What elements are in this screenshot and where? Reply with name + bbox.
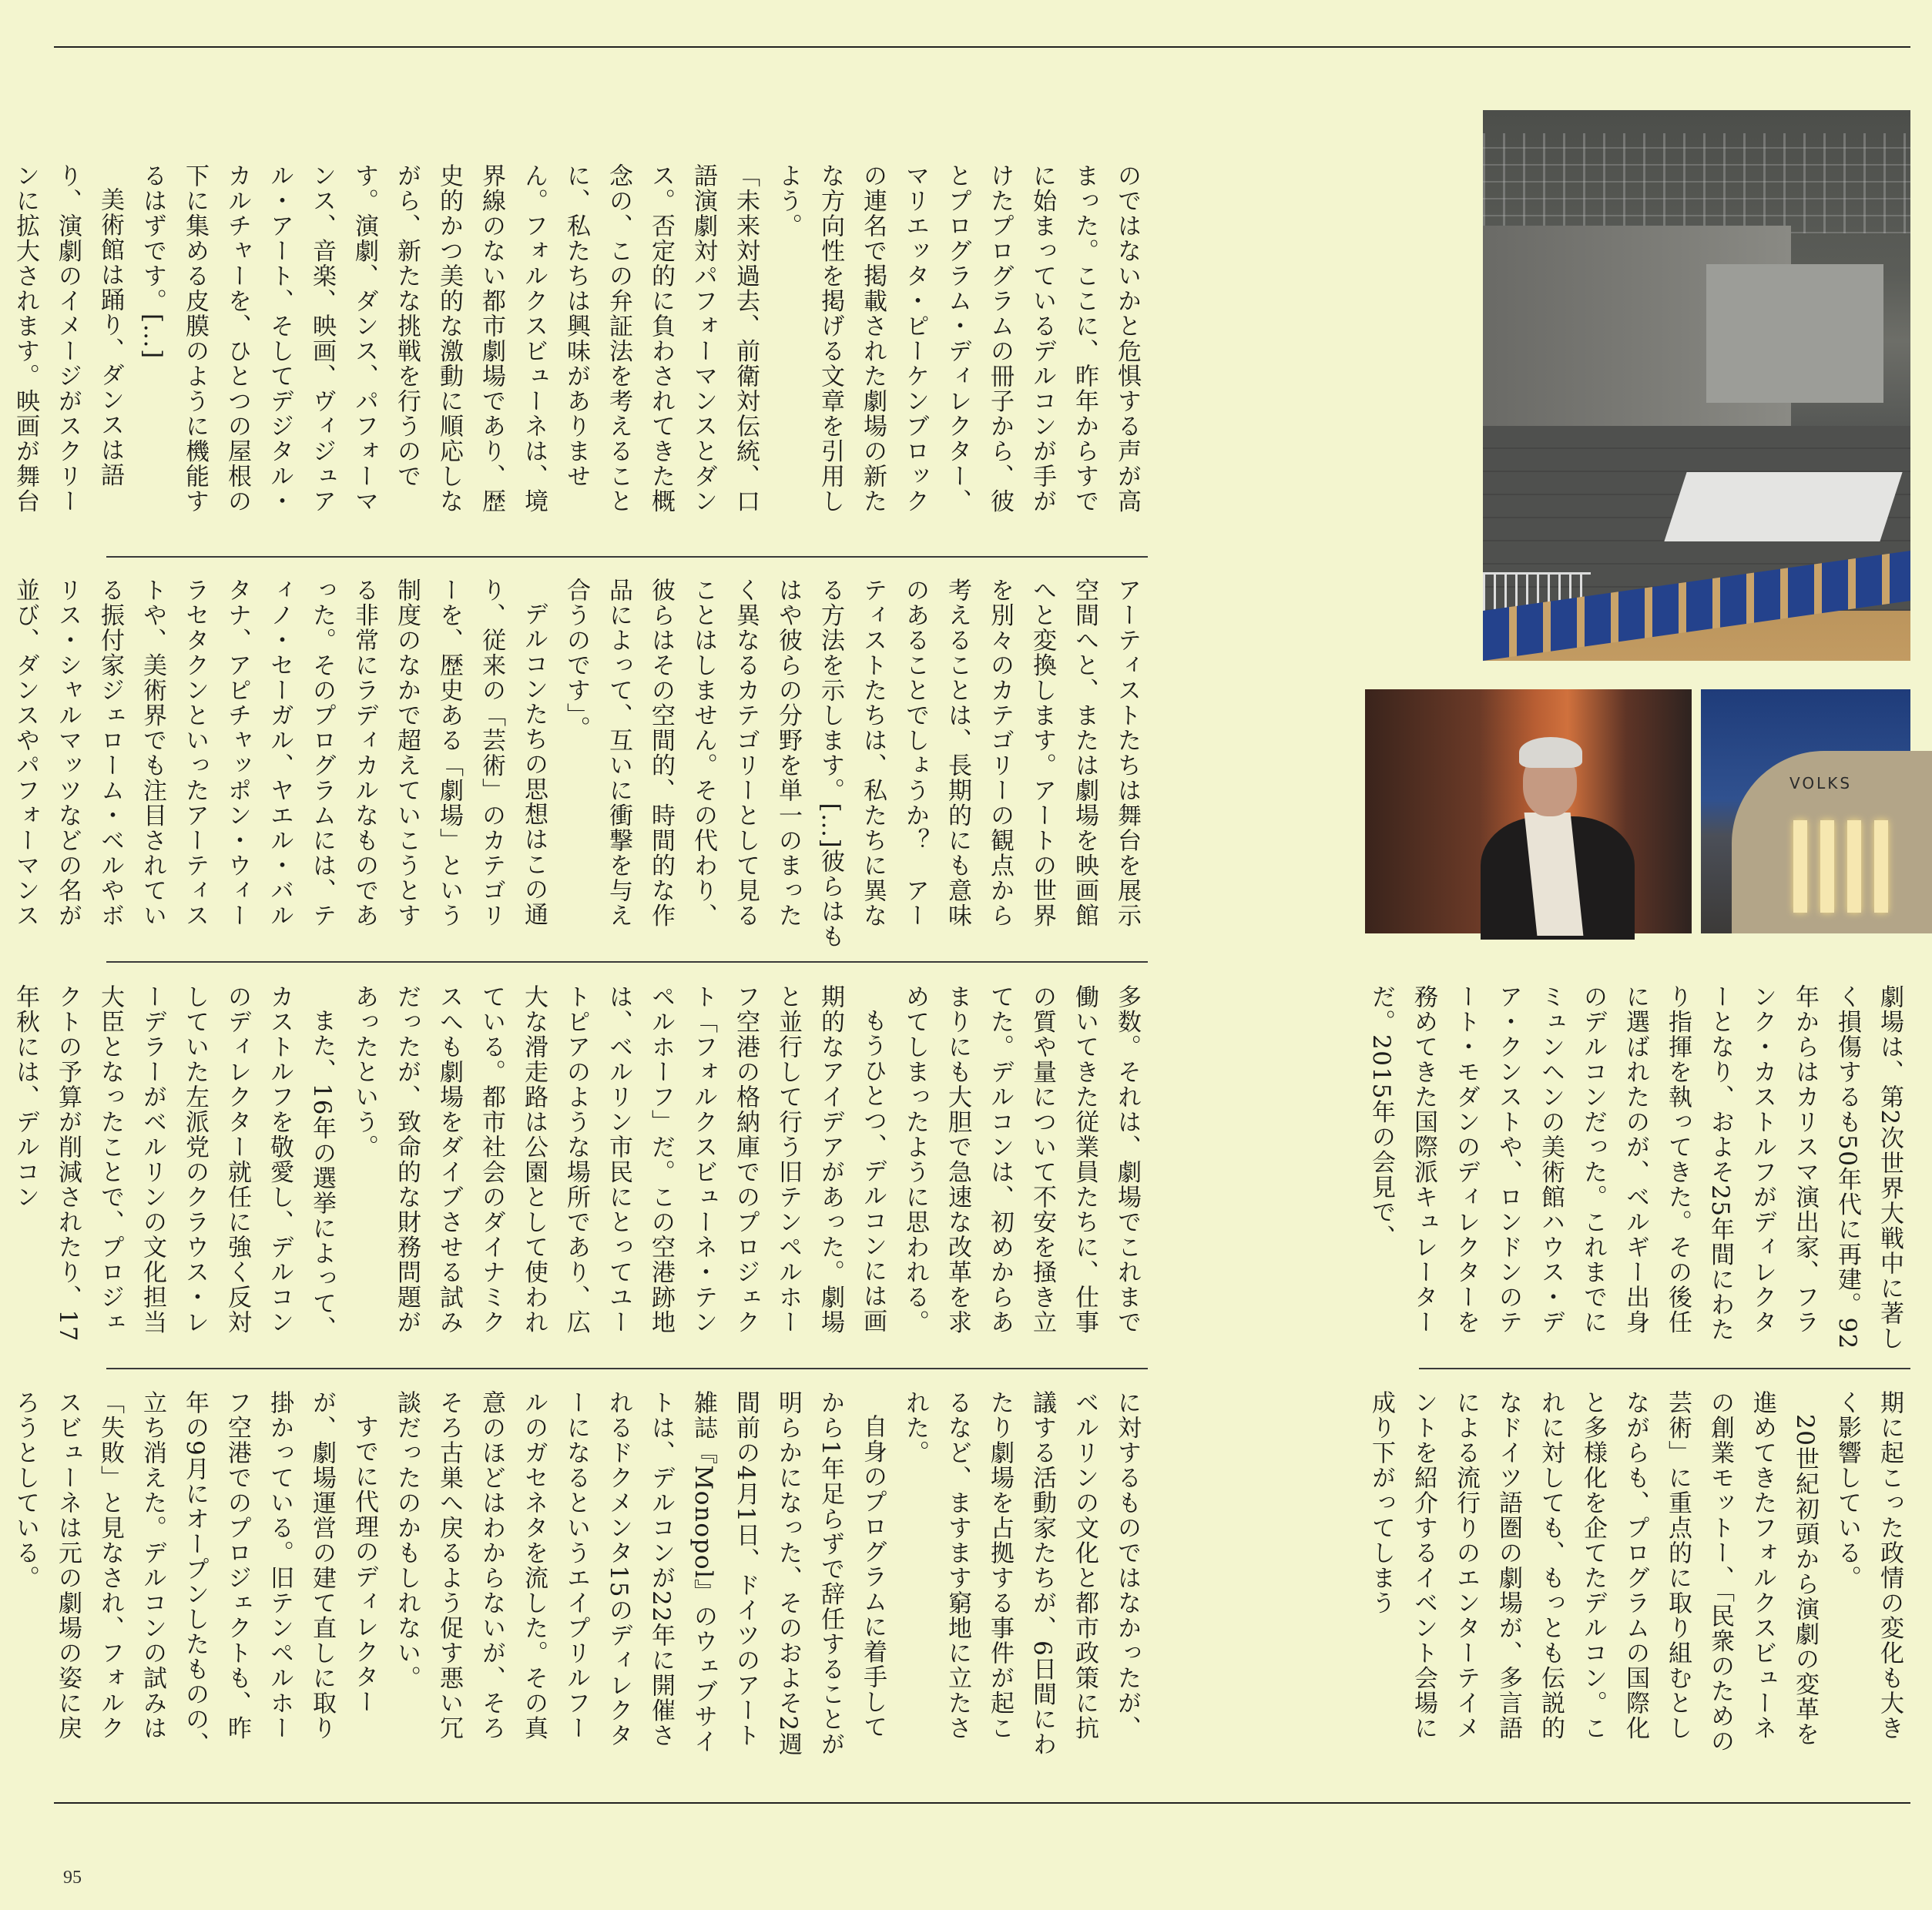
portrait-photo bbox=[1365, 689, 1692, 933]
paragraph: デルコンたちの思想はこの通り、従来の「芸術」のカテゴリーを、歴史ある「劇場」という制度のなかで超えていこうとする非常にラディカルなものであった。そのプログラムには、ティノ・セーガル、ヤエル・バルタナ、アピチャッポン・ウィーラセタクンといったアーティストや、美術界でも注目されている振付家ジェローム・ベルやボリス・シャルマッツなどの名が並び、ダンスやパフォーマンス bbox=[12, 578, 548, 928]
article-block-3 bbox=[12, 984, 1148, 1358]
paragraph: 美術館は踊り、ダンスは語り、演劇のイメージがスクリーンに拡大されます。映画が舞台 bbox=[12, 163, 124, 514]
hangar-theater-photo bbox=[1483, 110, 1910, 661]
volksbuehne-sign: VOLKS bbox=[1789, 774, 1853, 792]
paragraph: 期に起こった政情の変化も大きく影響している。 bbox=[1833, 1390, 1903, 1741]
paragraph: のではないかと危惧する声が高まった。ここに、昨年からすでに始まっているデルコンが手がけたプログラムの冊子から、彼とプログラム・ディレクター、マリエッタ・ピーケンブロックの連名で掲載された劇場の新たな方向性を掲げる文章を引用しよう。 bbox=[774, 163, 1141, 514]
paragraph: 「未来対過去、前衛対伝統、口語演劇対パフォーマンスとダンス。否定的に負わされてきた概念の、この弁証法を考えることに、私たちは興味がありません。フォルクスビューネは、境界線のない都市劇場であり、歴史的かつ美的な激動に順応しながら、新たな挑戦を行うのです。演劇、ダンス、パフォーマンス、音楽、映画、ヴィジュアル・アート、そしてデジタル・カルチャーを、ひとつの屋根の下に集める皮膜のように機能するはずです。[…] bbox=[139, 163, 760, 514]
block-separator bbox=[106, 556, 1148, 558]
block-separator bbox=[106, 1368, 1148, 1369]
paragraph: 劇場は、第2次世界大戦中に著しく損傷するも50年代に再建。92年からはカリスマ演出家、フランク・カストルフがディレクターとなり、およそ25年間にわたり指揮を執ってきた。その後任に選ばれたのが、ベルギー出身のデルコンだった。これまでにミュンヘンの美術館ハウス・デア・クンストや、ロンドンのテート・モダンのディレクターを務めてきた国際派キュレーターだ。2015年の会見で、 bbox=[1367, 984, 1903, 1352]
article-block-5 bbox=[1367, 984, 1910, 1358]
article-block-1 bbox=[12, 163, 1148, 537]
paragraph: 20世紀初頭から演劇の変革を進めてきたフォルクスビューネの創業モットー、「民衆のための芸術」に重点的に取り組むとしながらも、プログラムの国際化と多様化を企てたデルコン。これに対しても、もっとも伝説的なドイツ語圏の劇場が、多言語による流行りのエンターテイメントを紹介するイベント会場に成り下がってしまう bbox=[1367, 1390, 1819, 1754]
paragraph: アーティストたちは舞台を展示空間へと、または劇場を映画館へと変換します。アートの世界を別々のカテゴリーの観点から考えることは、長期的にも意味のあることでしょうか？ アーティストたちは、私たちに異なる方法を示します。[…]彼らはもはや彼らの分野を単一のまったく異なるカテゴリーとして見ることはしません。その代わり、彼らはその空間的、時間的な作品によって、互いに衝撃を与え合うのです」。 bbox=[562, 578, 1141, 950]
article-block-6 bbox=[1367, 1390, 1910, 1764]
paragraph: すでに代理のディレクターが、劇場運営の建て直しに取り掛かっている。旧テンペルホーフ空港でのプロジェクトも、昨年の9月にオープンしたものの、立ち消えた。デルコンの試みは「失敗」と見なされ、フォルクスビューネは元の劇場の姿に戻ろうとしている。 bbox=[12, 1390, 378, 1758]
paragraph: に対するものではなかったが、ベルリンの文化と都市政策に抗議する活動家たちが、6日間にわたり劇場を占拠する事件が起こるなど、ますます窮地に立たされた。 bbox=[901, 1390, 1141, 1758]
article-block-4 bbox=[12, 1390, 1148, 1764]
volksbuehne-photo bbox=[1701, 689, 1910, 933]
block-separator bbox=[1419, 1368, 1910, 1369]
bottom-rule bbox=[54, 1802, 1910, 1804]
paragraph: もうひとつ、デルコンには画期的なアイデアがあった。劇場と並行して行う旧テンペルホーフ空港の格納庫でのプロジェクト「フォルクスビューネ・テンペルホーフ」だ。この空港跡地は、ベルリン市民にとってユートピアのような場所であり、広大な滑走路は公園として使われている。都市社会のダイナミクスへも劇場をダイブさせる試みだったが、致命的な財務問題があったという。 bbox=[351, 984, 887, 1335]
page-number: 95 bbox=[63, 1868, 82, 1888]
article-block-2 bbox=[12, 578, 1148, 951]
paragraph: また、16年の選挙によって、カストルフを敬愛し、デルコンのディレクター就任に強く反対していた左派党のクラウス・レーデラーがベルリンの文化担当大臣となったことで、プロジェクトの予算が削減されたり、17年秋には、デルコン bbox=[12, 984, 336, 1342]
paragraph: 自身のプログラムに着手してから1年足らずで辞任することが明らかになった、そのおよそ2週間前の4月1日、ドイツのアート雑誌『Monopol』のウェブサイトは、デルコンが22年に開催されるドクメンタ15のディレクターになるというエイプリルフールのガセネタを流した。その真意のほどはわからないが、そろそろ古巣へ戻るよう促す悪い冗談だったのかもしれない。 bbox=[393, 1390, 887, 1758]
top-rule bbox=[54, 46, 1910, 48]
block-separator bbox=[106, 961, 1148, 963]
paragraph: 多数。それは、劇場でこれまで働いてきた従業員たちに、仕事の質や量について不安を掻き立てた。デルコンは、初めからあまりにも大胆で急速な改革を求めてしまったように思われる。 bbox=[901, 984, 1141, 1335]
